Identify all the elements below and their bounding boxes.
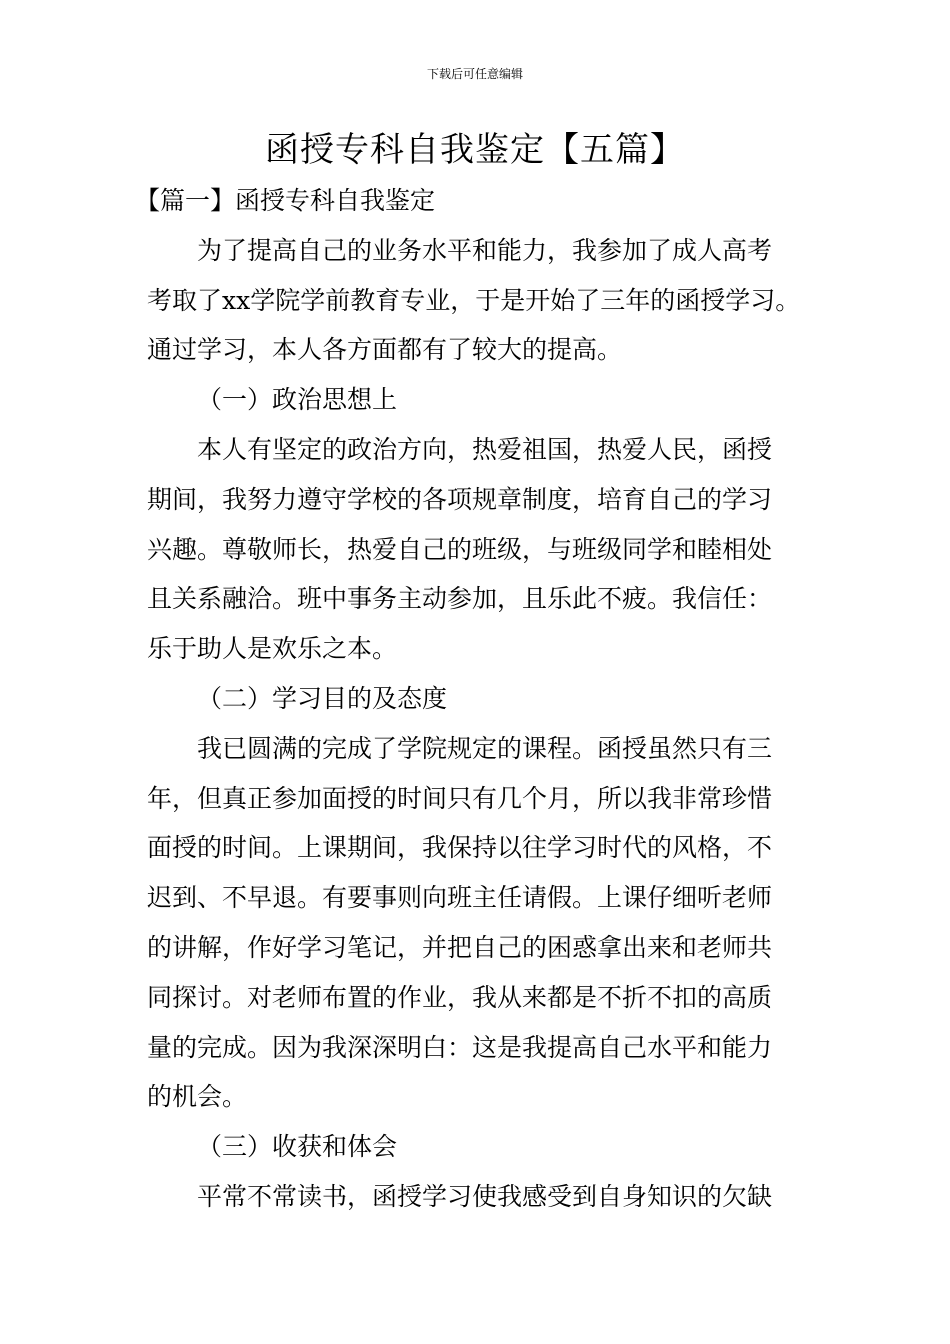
text-line: 我已圆满的完成了学院规定的课程。函授虽然只有三 [197, 733, 773, 763]
document-title: 函授专科自我鉴定【五篇】 [265, 130, 685, 170]
section-heading: 【篇一】函授专科自我鉴定 [135, 186, 436, 215]
document-body [135, 176, 827, 1222]
text-line: 平常不常读书，函授学习使我感受到自身知识的欠缺 [197, 1181, 773, 1211]
subsection-heading: （二）学习目的及态度 [197, 683, 448, 713]
text-line: 面授的时间。上课期间，我保持以往学习时代的风格，不 [147, 833, 773, 863]
text-line: 考取了xx学院学前教育专业，于是开始了三年的函授学习。 [147, 285, 801, 315]
text-line: 同探讨。对老师布置的作业，我从来都是不折不扣的高质 [147, 982, 773, 1012]
text-line: 的讲解，作好学习笔记，并把自己的困惑拿出来和老师共 [147, 932, 773, 962]
text-line: 且关系融洽。班中事务主动参加，且乐此不疲。我信任： [147, 584, 773, 614]
subsection-heading: （一）政治思想上 [197, 385, 398, 415]
text-line: 通过学习，本人各方面都有了较大的提高。 [147, 335, 623, 365]
text-line: 量的完成。因为我深深明白：这是我提高自己水平和能力 [147, 1032, 773, 1062]
subsection-heading: （三）收获和体会 [197, 1132, 398, 1162]
text-line: 为了提高自己的业务水平和能力，我参加了成人高考 [197, 235, 773, 265]
text-line: 年，但真正参加面授的时间只有几个月，所以我非常珍惜 [147, 783, 773, 813]
text-line: 本人有坚定的政治方向，热爱祖国，热爱人民，函授 [197, 434, 773, 464]
text-line: 的机会。 [147, 1082, 248, 1112]
header-note: 下载后可任意编辑 [426, 67, 523, 81]
text-line: 乐于助人是欢乐之本。 [147, 634, 398, 664]
text-line: 期间，我努力遵守学校的各项规章制度，培育自己的学习 [147, 484, 773, 514]
text-line: 兴趣。尊敬师长，热爱自己的班级，与班级同学和睦相处 [147, 534, 773, 564]
text-line: 迟到、不早退。有要事则向班主任请假。上课仔细听老师 [147, 883, 773, 913]
paragraph-container [147, 226, 827, 1222]
